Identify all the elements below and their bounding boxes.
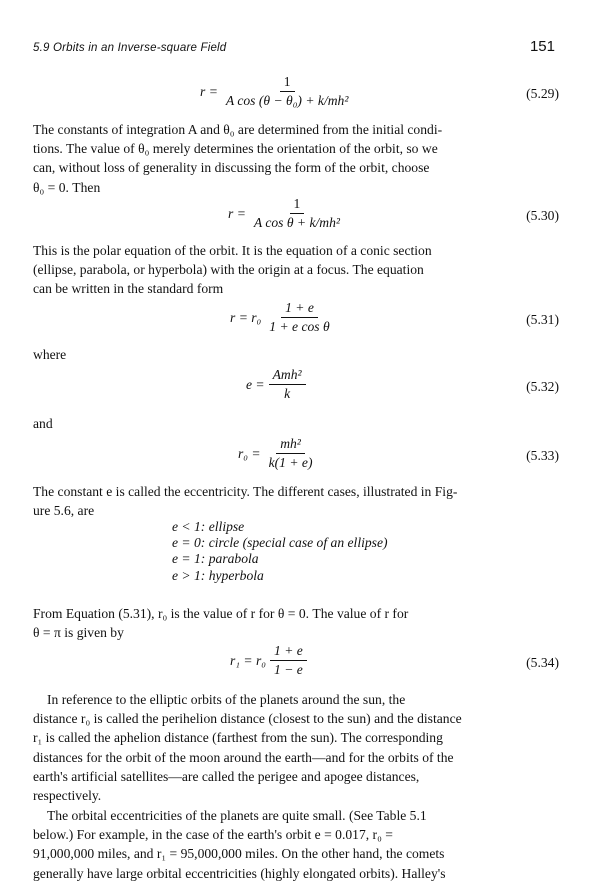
section-header: 5.9 Orbits in an Inverse-square Field [33,42,227,54]
text-line: respectively. [33,788,102,804]
text-line: The orbital eccentricities of the planets are quite small. (See Table 5.1 [47,808,427,823]
word-and: and [33,416,53,431]
text-line: From Equation (5.31), r₀ is the value of r for θ = 0. The value of r for [33,606,409,621]
equation-fraction [222,74,353,109]
equation-label: (5.33) [526,448,559,463]
case-circle: e = 0: circle (special case of an ellipse) [172,535,388,551]
equation-fraction [250,196,344,231]
case-parabola: e = 1: parabola [172,551,259,567]
equation-label: (5.31) [526,312,559,327]
eccentricity-cases-list [172,519,388,584]
paragraph-integration-constants [33,120,563,197]
text-line: generally have large orbital eccentricities (highly elongated orbits). Halley's [33,865,446,881]
equation-lhs: r = [200,83,218,99]
paragraph-perihelion-aphelion [33,690,563,805]
text-line: distances for the orbit of the moon around the earth—and for the orbits of the [33,749,454,765]
equation-5-30 [0,196,595,238]
equation-lhs: r₀ = [238,445,261,461]
equation-fraction [265,436,317,471]
denominator: 1 + e cos θ [269,319,330,334]
paragraph-polar-equation [33,241,563,299]
equation-5-34 [0,643,595,685]
denominator: k(1 + e) [268,455,313,470]
equation-fraction [269,367,306,402]
page-number: 151 [529,38,555,55]
text-line: earth's artificial satellites—are called the perigee and apogee distances, [33,768,420,784]
denominator: A cos θ + k/mh² [253,215,340,230]
paragraph-planet-eccentricities [33,806,563,883]
text-line: below.) For example, in the case of the earth's orbit e = 0.017, r₀ = [33,827,393,843]
equation-lhs: r = [228,205,246,221]
equation-label: (5.32) [526,379,559,394]
equation-5-29 [0,74,595,116]
denominator: A cos (θ − θ₀) + k/mh² [225,93,349,108]
case-ellipse: e < 1: ellipse [172,519,245,534]
text-line: In reference to the elliptic orbits of the planets around the sun, the [47,692,406,707]
text-line: θ = π is given by [33,625,124,641]
text-line: distance r₀ is called the perihelion distance (closest to the sun) and the distance [33,711,462,727]
paragraph-r-values [33,604,563,642]
text-line: tions. The value of θ₀ merely determines the orientation of the orbit, so we [33,141,438,157]
numerator: Amh² [269,367,306,385]
text-line: (ellipse, parabola, or hyperbola) with the origin at a focus. The equation [33,262,424,278]
equation-lhs: r = r₀ [230,309,262,325]
equation-lhs: r₁ = r₀ [230,652,267,668]
numerator: 1 [290,196,305,214]
text-line: θ₀ = 0. Then [33,179,101,195]
text-line: The constants of integration A and θ₀ are determined from the initial condi- [33,122,443,137]
equation-5-32 [0,367,595,409]
text-line: This is the polar equation of the orbit. It is the equation of a conic section [33,243,432,258]
paragraph-eccentricity [33,482,563,520]
equation-fraction [265,300,333,335]
equation-label: (5.29) [526,86,559,101]
numerator: mh² [276,436,305,454]
text-line: 91,000,000 miles, and r₁ = 95,000,000 miles. On the other hand, the comets [33,846,445,862]
denominator: k [284,386,291,401]
text-line: can be written in the standard form [33,281,224,297]
text-line: The constant e is called the eccentricity. The different cases, illustrated in Fig- [33,484,458,499]
equation-label: (5.30) [526,208,559,223]
word-where: where [33,347,67,362]
equation-5-33 [0,436,595,478]
numerator: 1 + e [281,300,318,318]
equation-label: (5.34) [526,655,559,670]
case-hyperbola: e > 1: hyperbola [172,567,264,583]
numerator: 1 [280,74,295,92]
text-line: r₁ is called the aphelion distance (farthest from the sun). The corresponding [33,730,443,746]
text-line: ure 5.6, are [33,503,95,519]
equation-5-31 [0,300,595,342]
equation-lhs: e = [246,376,265,392]
text-line: can, without loss of generality in discussing the form of the orbit, choose [33,160,430,176]
equation-fraction [270,643,307,678]
numerator: 1 + e [270,643,307,661]
denominator: 1 − e [274,662,303,677]
